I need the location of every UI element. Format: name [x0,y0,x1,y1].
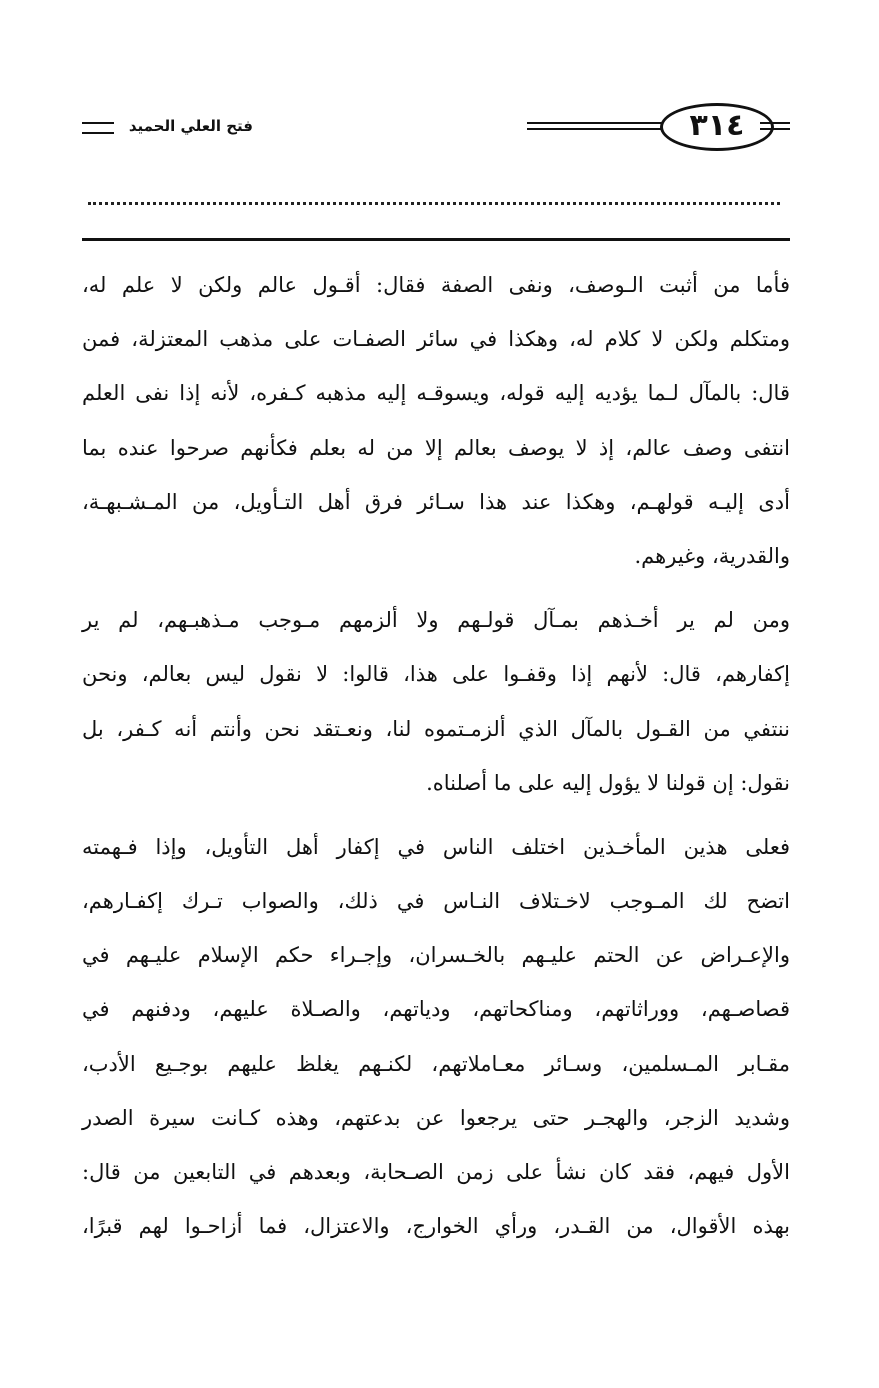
paragraph-gap [82,583,790,593]
text-line: أدى إليـه قولهـم، وهكذا عند هذا سـائر فرق أهل التـأويل، من المـشـبهـة، [82,489,790,514]
text-line: اتضح لك المـوجب لاخـتلاف النـاس في ذلك، والصواب تـرك إكفـارهم، [82,889,790,914]
text-line: قصاصـهم، ووراثاتهم، ومناكحاتهم، ودياتهم، والصـلاة عليهم، ودفنهم في [82,997,790,1022]
paragraph-gap [82,810,790,820]
text-line: ومن لم ير أخـذهم بمـآل قولـهم ولا ألزمهم مـوجب مـذهبـهم، لم ير [82,608,790,633]
text-line: بهذه الأقوال، من القـدر، ورأي الخوارج، والاعتزال، فما أزاحـوا لهم قبرًا، [82,1214,790,1239]
header-ornament-rule-center [527,122,663,130]
paragraph-1 [82,258,790,583]
text-line: وشديد الزجر، والهجـر حتى يرجعوا عن بدعتهم، وهذه كـانت سيرة الصدر [82,1105,790,1130]
header-ornament-rule-right [760,122,790,130]
text-line: نقول: إن قولنا لا يؤول إليه على ما أصلناه. [426,770,790,795]
text-line: والقدرية، وغيرهم. [634,543,790,568]
dotted-divider [88,202,780,205]
text-line: ننتفي من القـول بالمآل الذي ألزمـتموه لنا، ونعـتقد نحن وأنتم أنه كـفر، بل [82,716,790,741]
text-line: ومتكلم ولكن لا كلام له، وهكذا في سائر الصفـات على مذهب المعتزلة، فمن [82,327,790,352]
page-number: ٣١٤ [689,108,745,143]
body-text [82,258,790,1253]
running-title: فتح العلي الحميد [128,117,253,135]
text-line: مقـابر المـسلمين، وسـائر معـاملاتهم، لكنـهم يغلظ عليهم بوجـيع الأدب، [82,1051,790,1076]
text-line: إكفارهم، قال: لأنهم إذا وقفـوا على هذا، قالوا: لا نقول ليس بعالم، ونحن [82,662,790,687]
text-line: الأول فيهم، فقد كان نشأ على زمن الصـحابة، وبعدهم في التابعين من قال: [82,1160,790,1184]
header-ornament-rule-left [82,122,114,134]
text-line: قال: بالمآل لـما يؤديه إليه قوله، ويسوقـه إليه مذهبه كـفره، لأنه إذا نفى العلم [82,381,790,406]
paragraph-3 [82,820,790,1254]
text-line: فعلى هذين المأخـذين اختلف الناس في إكفار أهل التأويل، وإذا فـهمته [82,834,790,859]
header-separator [82,238,790,241]
text-line: والإعـراض عن الحتم عليـهم بالخـسران، وإجـراء حكم الإسلام عليـهم في [82,943,790,968]
paragraph-2 [82,593,790,810]
text-line: فأما من أثبت الـوصف، ونفى الصفة فقال: أقـول عالم ولكن لا علم له، [82,273,790,297]
text-line: انتفى وصف عالم، إذ لا يوصف بعالم إلا من له بعلم فكأنهم صرحوا عنده بما [82,435,790,460]
